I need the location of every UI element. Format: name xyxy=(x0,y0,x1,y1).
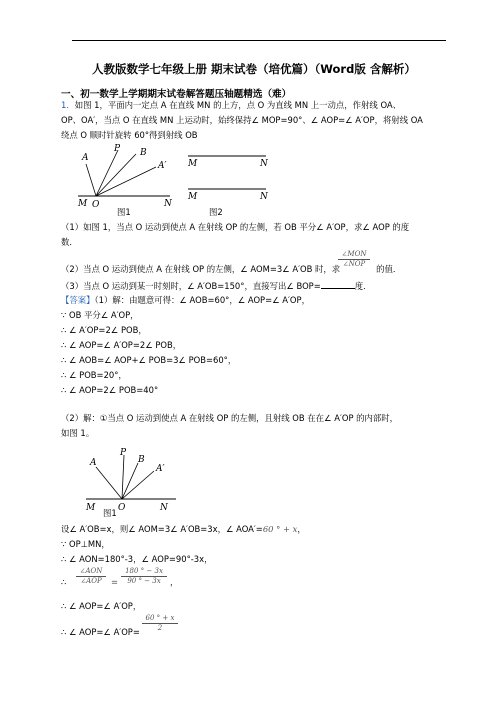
label-b: B xyxy=(140,148,147,158)
question-2-fraction: ∠MON ∠NOP xyxy=(336,250,372,269)
figure-2-caption: 图2 xyxy=(209,207,223,217)
ray-oa xyxy=(86,164,96,196)
part-2-line-1: （2）解：①当点 O 运动到使点 A 在射线 OP 的左侧，且射线 OB 在在∠ A′OP 的内部时， xyxy=(61,413,399,423)
label-a: A xyxy=(82,153,89,163)
expr-60-plus-x: 60 ° + x xyxy=(262,524,298,534)
label-p: P xyxy=(114,144,121,154)
answer-line-4: ∴ ∠ AOP=∠ A′OP=2∠ POB， xyxy=(61,340,182,350)
label-a-prime: A′ xyxy=(156,464,165,474)
label-m: M xyxy=(86,503,96,513)
ray-oa-prime xyxy=(122,471,154,499)
figure-3 xyxy=(82,447,192,521)
question-1-cont: 数． xyxy=(61,237,78,247)
solution-line-1: 设∠ A′OB=x，则∠ AOM=3∠ A′OB=3x，∠ AOA′=60 ° + x， xyxy=(61,524,306,534)
label-o: O xyxy=(118,503,126,513)
answer-line-3: ∴ ∠ A′OP=2∠ POB， xyxy=(61,325,147,335)
document-title: 人教版数学七年级上册 期末试卷（培优篇）（Word版 含解析） xyxy=(92,62,416,76)
ray-oa-prime xyxy=(96,167,156,196)
ray-ob xyxy=(96,154,136,196)
label-a-prime: A′ xyxy=(158,161,167,171)
label-a: A xyxy=(90,458,97,468)
label-n-top: N xyxy=(260,159,268,169)
label-m: M xyxy=(78,199,88,209)
question-1: （1）如图 1，当点 O 运动到使点 A 在射线 OP 的左侧，若 OB 平分∠ A′OP，求∠ AOP 的度 xyxy=(61,222,410,232)
ray-op xyxy=(122,455,124,499)
label-m-bottom: M xyxy=(188,192,198,202)
ratio-left-fraction: ∠AON ∠AOP xyxy=(74,567,108,586)
question-3: （3）当点 O 运动到某一时刻时，∠ A′OB=150°，直接写出∠ BOP= 度． xyxy=(61,281,372,291)
question-2: （2）当点 O 运动到使点 A 在射线 OP 的左侧，∠ AOM=3∠ A′OB 时，求 的值． xyxy=(61,264,402,274)
label-n: N xyxy=(160,503,168,513)
label-p: P xyxy=(120,448,127,458)
figure-1-caption: 图1 xyxy=(117,207,131,217)
problem-line-1: 1．如图 1，平面内一定点 A 在直线 MN 的上方，点 O 为直线 MN 上一动点，作射线 OA、 xyxy=(61,100,402,110)
problem-line-2: OP、OA′，当点 O 在直线 MN 上运动时，始终保持∠ MOP=90°、∠ AOP=∠ A′OP，将射线 OA xyxy=(61,115,423,125)
label-n-bottom: N xyxy=(260,192,268,202)
part-2-line-2: 如图 1。 xyxy=(61,428,95,438)
solution-line-2: ∵ OP⊥MN， xyxy=(61,539,110,549)
solution-line-6: ∴ ∠ AOP=∠ A′OP= xyxy=(61,627,140,637)
section-title: 一、初一数学上学期期末试卷解答题压轴题精选（难） xyxy=(61,89,292,100)
half-fraction: 60 ° + x 2 xyxy=(140,614,180,633)
ratio-equals: = xyxy=(111,577,119,587)
ratio-prefix: ∴ xyxy=(61,577,67,587)
header-rule xyxy=(72,40,446,41)
ray-oa xyxy=(96,467,122,499)
label-m-top: M xyxy=(188,159,198,169)
label-b: B xyxy=(138,455,145,465)
ray-op xyxy=(96,150,118,196)
answer-line-5: ∴ ∠ AOB=∠ AOP+∠ POB=3∠ POB=60°， xyxy=(61,355,237,365)
solution-line-5: ∴ ∠ AOP=∠ A′OP， xyxy=(61,601,142,611)
solution-line-3: ∴ ∠ AON=180°-3，∠ AOP=90°-3x， xyxy=(61,554,213,564)
answer-line-1: 【答案】（1）解：由题意可得：∠ AOB=60°，∠ AOP=∠ A′OP， xyxy=(61,295,310,305)
figure-2 xyxy=(186,150,278,210)
answer-tag: 【答案】 xyxy=(61,295,95,305)
answer-blank[interactable] xyxy=(321,280,355,289)
answer-line-2: ∵ OB 平分∠ A′OP， xyxy=(61,310,139,320)
problem-line-3: 绕点 O 顺时针旋转 60°得到射线 OB xyxy=(61,130,198,140)
answer-line-6: ∴ ∠ POB=20°， xyxy=(61,370,127,380)
label-o: O xyxy=(92,200,100,210)
problem-number: 1． xyxy=(61,100,75,110)
label-n: N xyxy=(164,199,172,209)
ratio-tail: ， xyxy=(170,577,179,587)
figure-3-caption: 图1 xyxy=(103,508,117,518)
answer-line-7: ∴ ∠ AOP=2∠ POB=40° xyxy=(61,385,159,395)
ratio-right-fraction: 180 ° − 3x 90 ° − 3x xyxy=(120,567,168,586)
ray-ob xyxy=(122,463,138,499)
